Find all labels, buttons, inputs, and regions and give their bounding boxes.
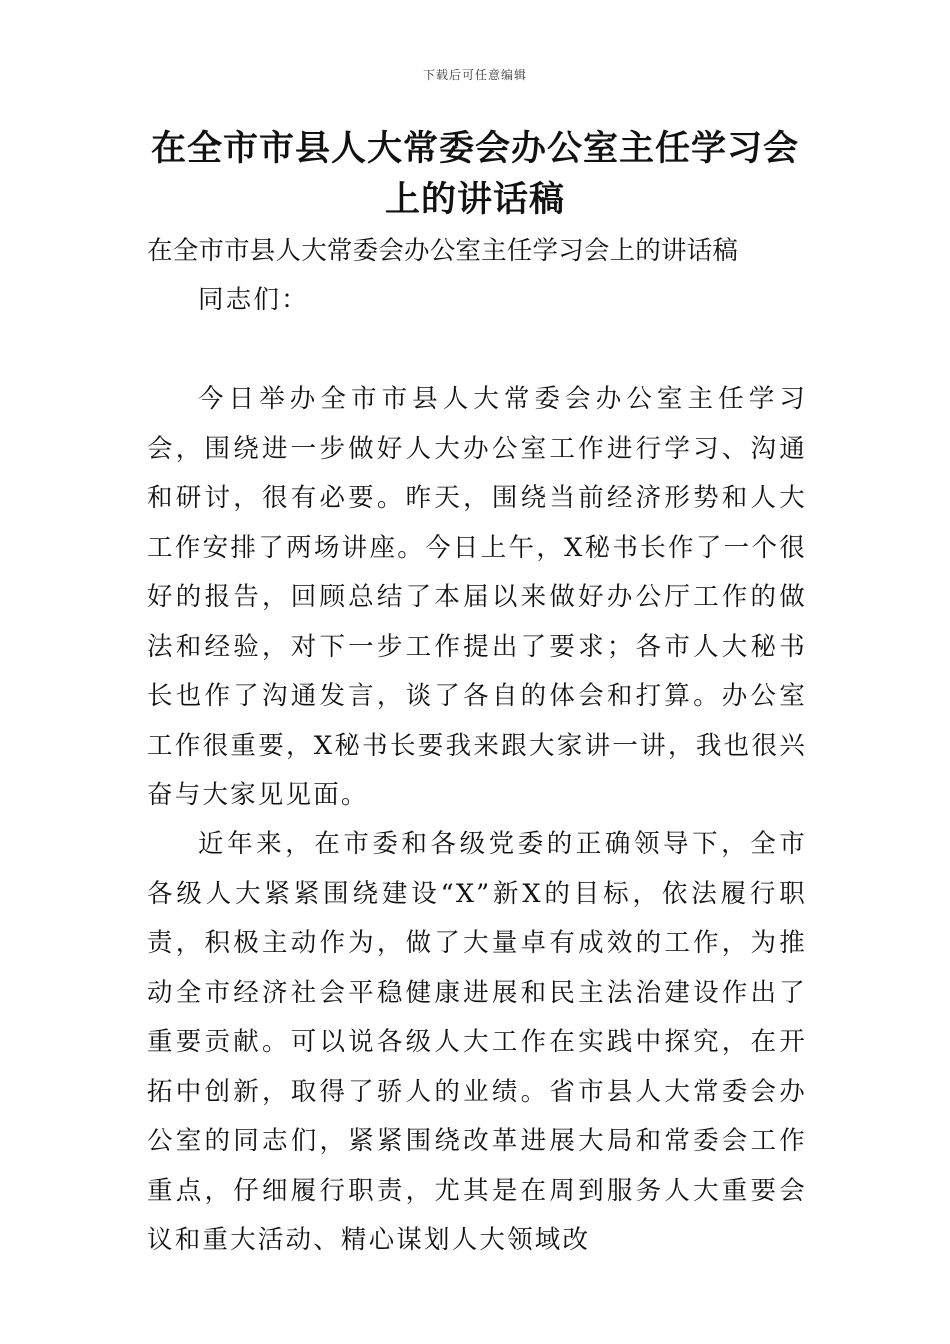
document-title: 在全市市县人大常委会办公室主任学习会上的讲话稿 [150,129,799,220]
paragraph-2: 近年来，在市委和各级党委的正确领导下，全市各级人大紧紧围绕建设“X”新X的目标，依法履行职责，积极主动作为，做了大量卓有成效的工作，为推动全市经济社会平稳健康进展和民主法治建设作出了重要贡献。可以说各级人大工作在实践中探究，在开拓中创新，取得了骄人的业绩。省市县人大常委会办公室的同志们，紧紧围绕改革进展大局和常委会工作重点，仔细履行职责，尤其是在周到服务人大重要会议和重大活动、精心谋划人大领域改 [147,829,807,1255]
header-note: 下载后可任意编辑 [422,68,527,82]
document-subtitle: 在全市市县人大常委会办公室主任学习会上的讲话稿 [147,236,739,266]
salutation: 同志们： [198,285,309,315]
paragraph-1: 今日举办全市市县人大常委会办公室主任学习会，围绕进一步做好人大办公室工作进行学习、沟通和研讨，很有必要。昨天，围绕当前经济形势和人大工作安排了两场讲座。今日上午，X秘书长作了一个很好的报告，回顾总结了本届以来做好办公厅工作的做法和经验，对下一步工作提出了要求；各市人大秘书长也作了沟通发言，谈了各自的体会和打算。办公室工作很重要，X秘书长要我来跟大家讲一讲，我也很兴奋与大家见见面。 [147,384,807,810]
